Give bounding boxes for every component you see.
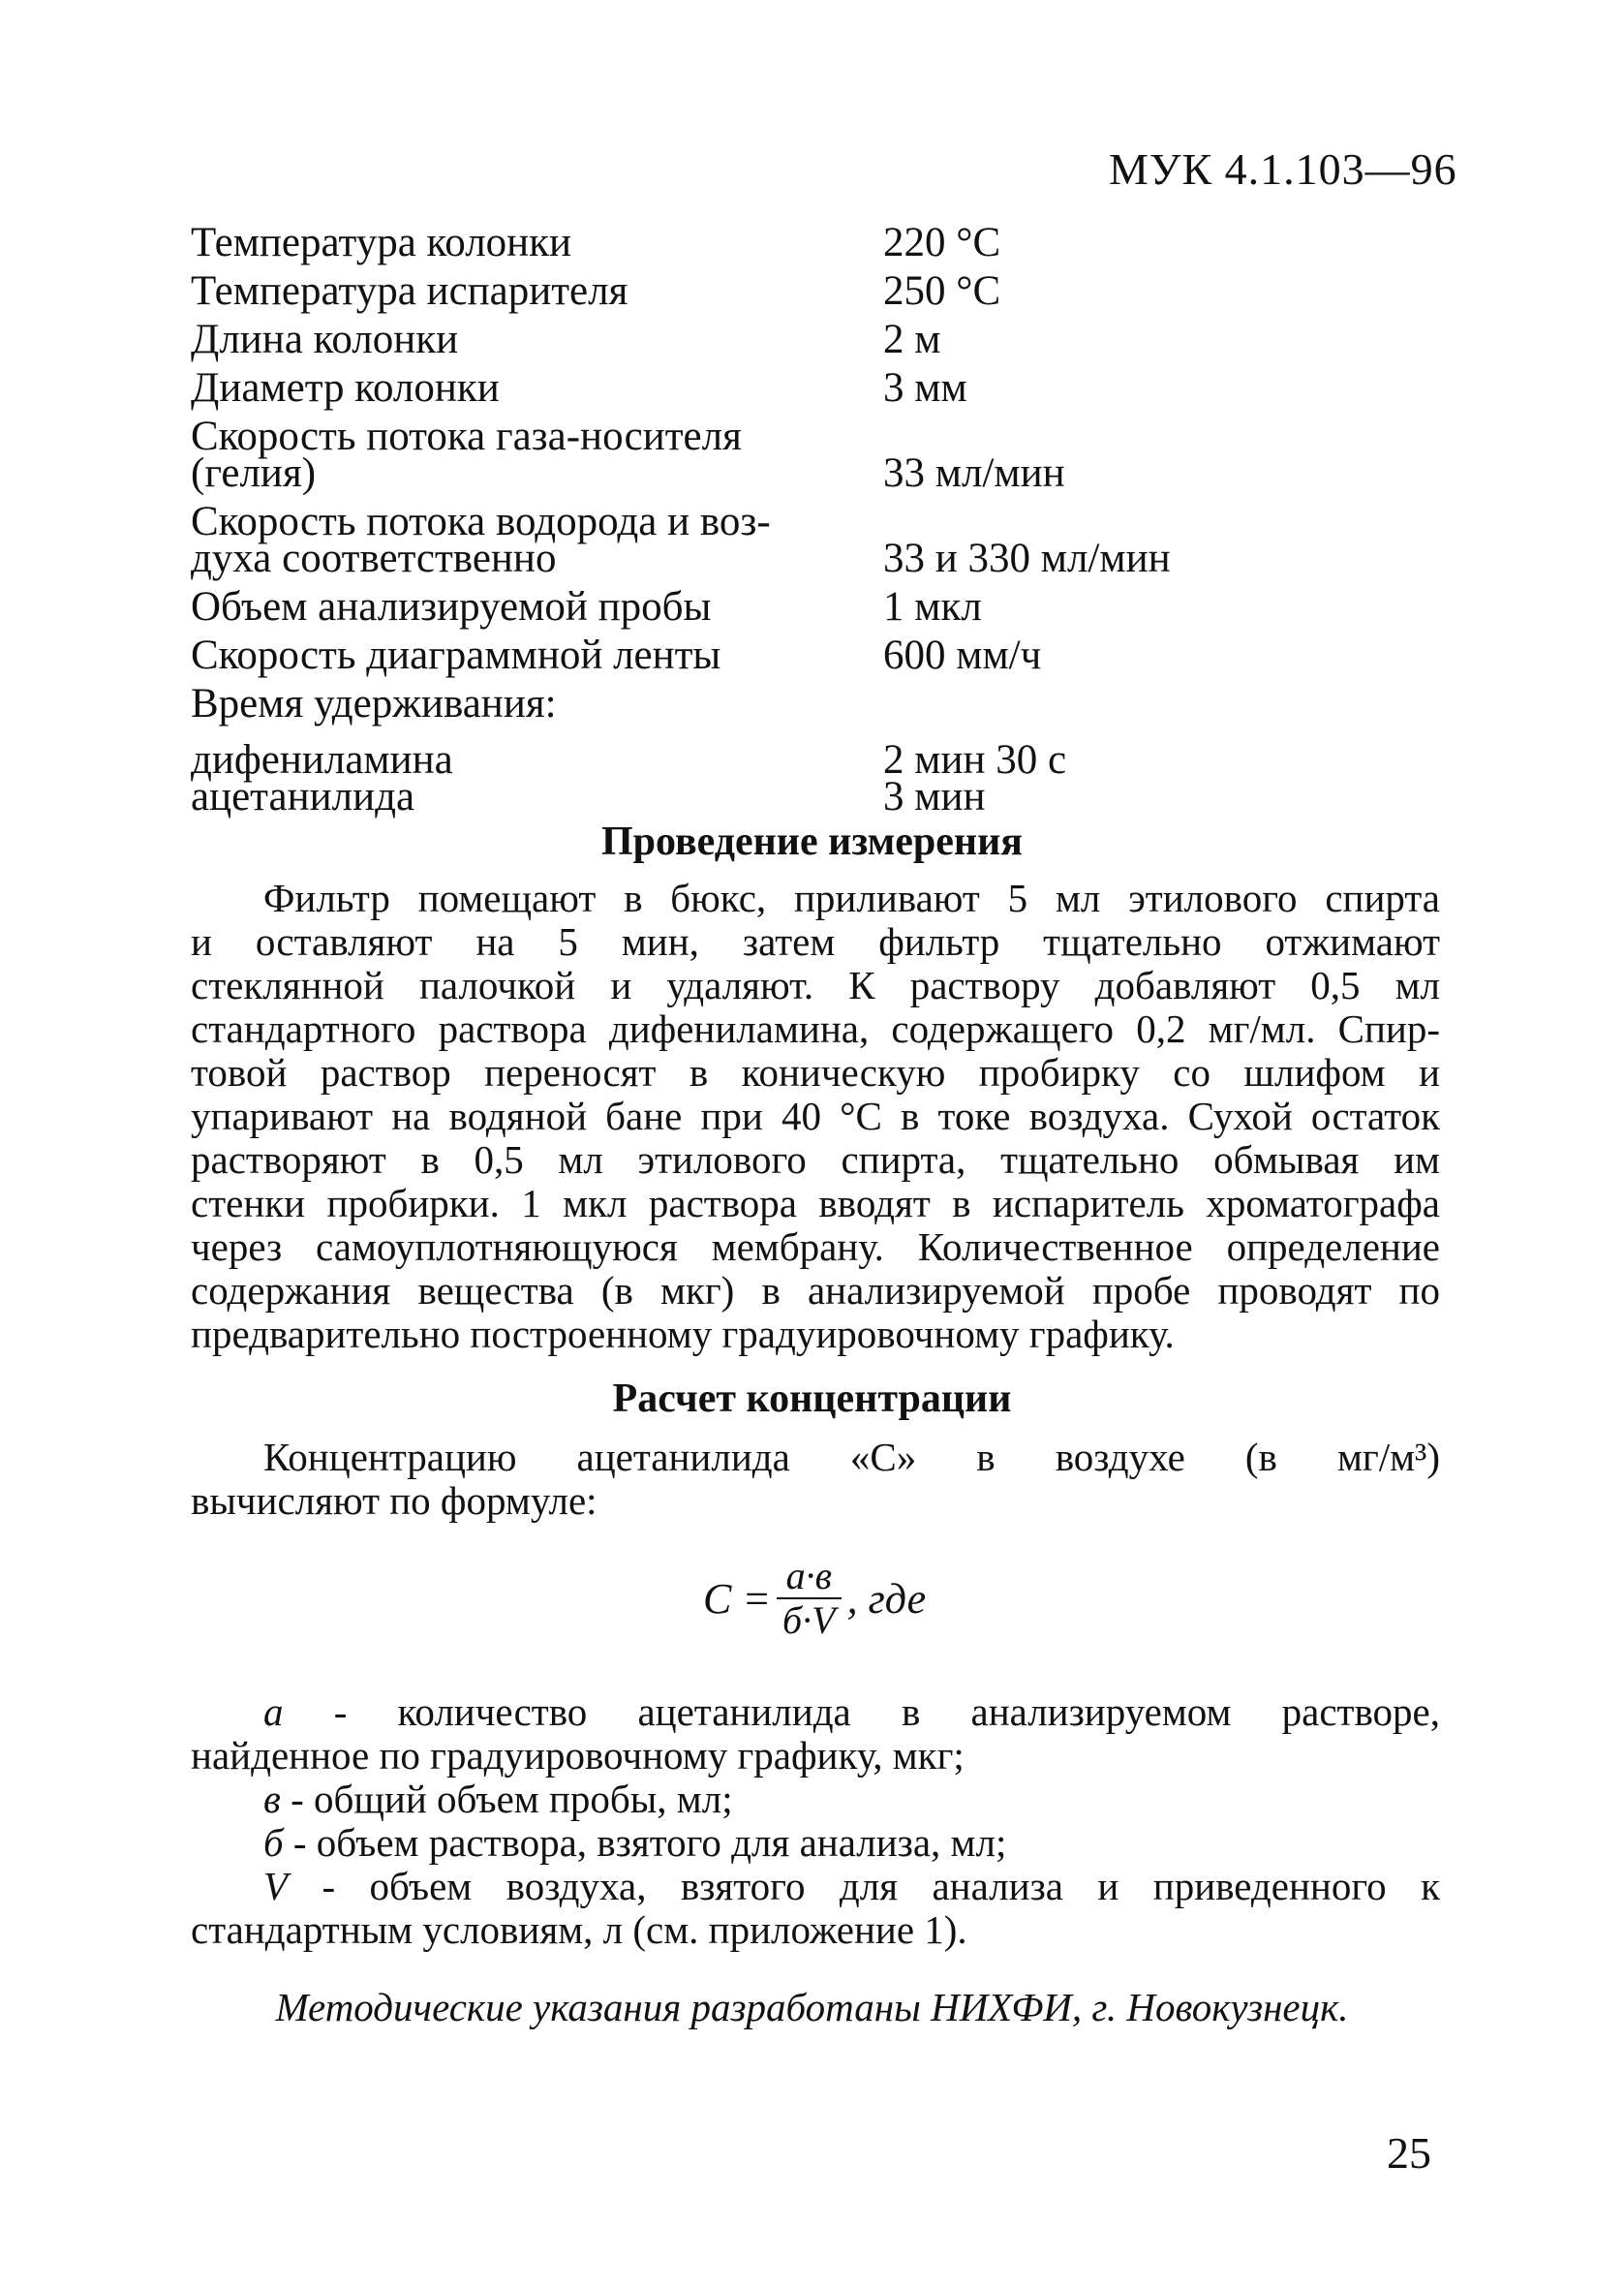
paragraph-line: стенки пробирки. 1 мкл раствора вводят в испаритель хроматографа (191, 1181, 1440, 1225)
param-row (191, 774, 1459, 820)
param-label: ацетанилида (191, 774, 415, 820)
param-value: 3 мм (883, 365, 967, 411)
param-row (191, 407, 1459, 496)
param-label: Объем анализируемой пробы (191, 584, 712, 630)
paragraph-line: товой раствор переносят в коническую пробирку со шлифом и (191, 1050, 1440, 1095)
definition-text: - общий объем пробы, мл; (280, 1777, 733, 1821)
definition-symbol: в (263, 1777, 281, 1821)
intro-line: Концентрацию ацетанилида «С» в воздухе (в мг/м³) (263, 1435, 1440, 1479)
param-value: 600 мм/ч (883, 633, 1042, 678)
authorship-note: Методические указания разработаны НИХФИ, г. Новокузнецк. (275, 1985, 1349, 2029)
page-number: 25 (1387, 2128, 1431, 2178)
param-value: 1 мкл (883, 584, 982, 630)
section-heading-calculation: Расчет концентрации (612, 1376, 1012, 1421)
param-value: 3 мин (883, 774, 986, 820)
formula-fraction (777, 1555, 842, 1642)
definition-symbol: а (263, 1689, 284, 1734)
paragraph-line: Фильтр помещают в бюкс, приливают 5 мл этилового спирта (263, 876, 1440, 920)
param-label (191, 414, 883, 496)
paragraph-line: через самоуплотняющуюся мембрану. Количественное определение (191, 1224, 1440, 1269)
param-label-line: духа соответственно (191, 536, 557, 581)
param-label: Длина колонки (191, 317, 459, 362)
definition-line (191, 1734, 1440, 1778)
section-heading-measurement: Проведение измерения (600, 820, 1024, 864)
definition-text: найденное по градуировочному графику, мкг; (191, 1733, 965, 1778)
param-row (191, 577, 1459, 630)
definition-line (191, 1865, 1440, 1908)
concentration-formula (703, 1555, 926, 1642)
definition-line (191, 1821, 1440, 1865)
param-row (191, 730, 1459, 783)
param-row (191, 492, 1459, 581)
formula-lhs: С = (703, 1574, 772, 1623)
definition-text: стандартным условиям, л (см. приложение 1). (191, 1907, 967, 1952)
intro-line: вычисляют по формуле: (191, 1478, 598, 1523)
param-label (191, 499, 883, 581)
paragraph-line: предварительно построенному градуировочному графику. (191, 1312, 1175, 1356)
param-label: Температура испарителя (191, 268, 628, 314)
formula-numerator: а·в (785, 1554, 833, 1597)
calculation-intro (191, 1436, 1440, 1523)
paragraph-line: упаривают на водяной бане при 40 °С в токе воздуха. Сухой остаток (191, 1094, 1440, 1138)
measurement-paragraph (191, 877, 1440, 1356)
formula-definitions (191, 1690, 1440, 1952)
param-label: Температура колонки (191, 220, 572, 265)
param-value: 33 мл/мин (883, 450, 1065, 496)
formula-suffix: , где (846, 1574, 927, 1623)
param-row (191, 310, 1459, 362)
param-value: 2 мин 30 с (883, 737, 1067, 783)
parameters-table (191, 213, 1459, 820)
document-code: МУК 4.1.103—96 (1109, 144, 1457, 194)
param-label: дифениламина (191, 737, 453, 783)
definition-line (191, 1908, 1440, 1952)
definition-text: - объем раствора, взятого для анализа, мл; (283, 1820, 1007, 1865)
param-label-line: Скорость потока водорода и воз- (191, 499, 771, 544)
definition-line (191, 1690, 1440, 1734)
definition-symbol: б (263, 1820, 284, 1865)
param-label: Скорость диаграммной ленты (191, 633, 721, 678)
definition-text: - количество ацетанилида в анализируемом растворе, (283, 1689, 1440, 1734)
paragraph-line: и оставляют на 5 мин, затем фильтр тщательно отжимают (191, 919, 1440, 964)
param-row (191, 626, 1459, 678)
param-label: Время удерживания: (191, 681, 557, 727)
param-label: Диаметр колонки (191, 365, 500, 411)
param-value: 220 °С (883, 220, 1001, 265)
param-label-line: (гелия) (191, 450, 317, 496)
param-row (191, 674, 1459, 727)
paragraph-line: содержания вещества (в мкг) в анализируемой пробе проводят по (191, 1268, 1440, 1313)
param-row (191, 358, 1459, 411)
definition-text: - объем воздуха, взятого для анализа и приведенного к (288, 1864, 1440, 1908)
definition-symbol: V (263, 1864, 289, 1908)
param-row (191, 262, 1459, 314)
paragraph-line: стандартного раствора дифениламина, содержащего 0,2 мг/мл. Спир- (191, 1006, 1440, 1051)
param-row (191, 213, 1459, 265)
paragraph-line: растворяют в 0,5 мл этилового спирта, тщательно обмывая им (191, 1137, 1440, 1182)
formula-denominator: б·V (782, 1598, 836, 1642)
paragraph-line: стеклянной палочкой и удаляют. К раствору добавляют 0,5 мл (191, 963, 1440, 1007)
definition-line (191, 1778, 1440, 1821)
param-value: 33 и 330 мл/мин (883, 536, 1171, 581)
param-value: 250 °С (883, 268, 1001, 314)
param-value: 2 м (883, 317, 941, 362)
param-label-line: Скорость потока газа-носителя (191, 414, 742, 459)
